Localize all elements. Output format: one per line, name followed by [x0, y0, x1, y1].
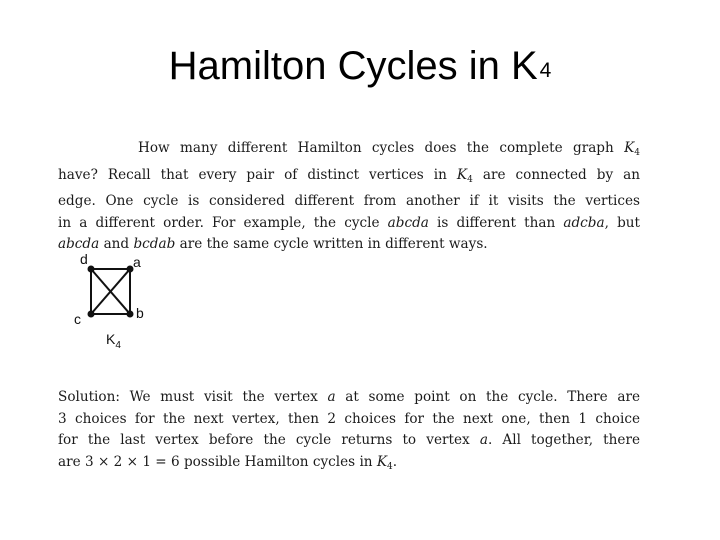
vertex-d — [88, 266, 95, 273]
question-paragraph — [58, 138, 641, 252]
slide-title-subscript: 4 — [539, 59, 552, 82]
question-line-2: have? Recall that every pair of distinct vertices in $K_4$ are connected by an — [58, 166, 641, 185]
slide-title — [0, 44, 720, 88]
solution-line-3: for the last vertex before the cycle returns to vertex a. All together, there — [58, 432, 640, 448]
vertex-b — [127, 311, 134, 318]
figure-caption: $K_4$ — [106, 331, 121, 351]
question-line-1: How many different Hamilton cycles does the complete graph $K_4$ — [138, 140, 640, 158]
k4-graph-figure — [70, 248, 160, 358]
vertex-label-a: a — [133, 254, 141, 270]
question-line-3: edge. One cycle is considered different from another if it visits the vertices — [58, 193, 640, 209]
question-line-4: in a different order. For example, the cycle abcda is different than adcba, but — [58, 214, 640, 231]
vertex-label-b: b — [136, 305, 144, 321]
k4-edges — [91, 269, 130, 314]
question-line-5: abcda and bcdab are the same cycle written in different ways. — [58, 236, 488, 252]
solution-line-2: 3 choices for the next vertex, then 2 choices for the next one, then 1 choice — [58, 410, 640, 427]
vertex-label-c: c — [74, 311, 81, 327]
solution-line-4: are 3 × 2 × 1 = 6 possible Hamilton cycles in $K_4$. — [58, 453, 398, 472]
solution-paragraph — [58, 387, 640, 478]
solution-line-1: Solution: We must visit the vertex a at some point on the cycle. There are — [58, 389, 640, 405]
vertex-c — [88, 311, 95, 318]
vertex-label-d: d — [80, 251, 88, 267]
slide-title-text: Hamilton Cycles in K — [168, 44, 538, 88]
